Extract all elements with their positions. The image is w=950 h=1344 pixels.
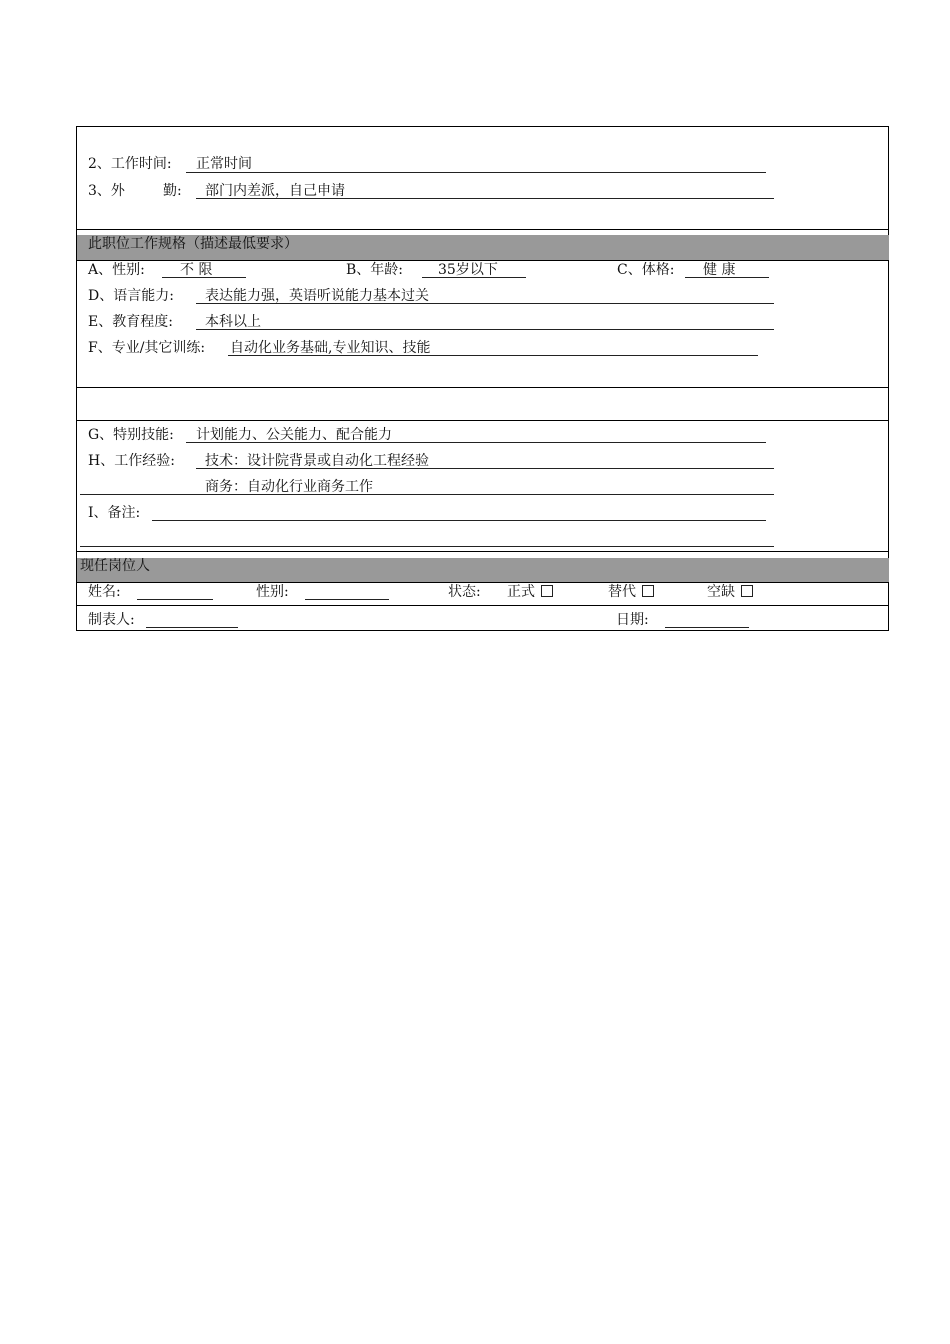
- skills-value: 计划能力、公关能力、配合能力: [196, 427, 392, 443]
- gender-label: A、性别:: [88, 262, 145, 278]
- date-label: 日期:: [616, 612, 649, 628]
- language-value: 表达能力强，英语听说能力基本过关: [205, 288, 429, 304]
- status-formal[interactable]: [507, 583, 553, 601]
- gender-underline: [162, 277, 246, 278]
- date-field[interactable]: [665, 627, 749, 628]
- language-underline: [196, 303, 774, 304]
- preparer-label: 制表人:: [88, 612, 135, 628]
- training-label: F、专业/其它训练:: [88, 340, 206, 356]
- age-value: 35岁以下: [438, 262, 498, 278]
- physique-underline: [685, 277, 769, 278]
- training-value: 自动化业务基础,专业知识、技能: [230, 340, 431, 356]
- language-label: D、语言能力:: [88, 288, 174, 304]
- experience-business-underline: [80, 494, 774, 495]
- travel-label-a: 3、外: [88, 183, 125, 199]
- status-vacant[interactable]: [707, 583, 753, 601]
- status-vacant-label: 空缺: [707, 584, 735, 600]
- preparer-field[interactable]: [146, 627, 238, 628]
- status-formal-checkbox[interactable]: [541, 585, 553, 597]
- gender-value: 不 限: [180, 262, 213, 278]
- status-substitute-label: 替代: [608, 584, 636, 600]
- education-value: 本科以上: [205, 314, 261, 330]
- name-label: 姓名:: [88, 584, 121, 600]
- spec-header: 此职位工作规格（描述最低要求）: [88, 236, 298, 252]
- incumbent-header: 现任岗位人: [80, 558, 150, 574]
- skills-underline: [186, 442, 766, 443]
- physique-label: C、体格:: [617, 262, 675, 278]
- status-substitute-checkbox[interactable]: [642, 585, 654, 597]
- name-field[interactable]: [137, 599, 213, 600]
- travel-value: 部门内差派，自己申请: [205, 183, 345, 199]
- divider: [76, 420, 889, 421]
- experience-label: H、工作经验:: [88, 453, 175, 469]
- divider: [76, 551, 889, 552]
- notes-label: I、备注:: [88, 505, 141, 521]
- experience-tech: 技术：设计院背景或自动化工程经验: [205, 453, 429, 469]
- divider: [76, 387, 889, 388]
- work-hours-underline: [186, 172, 766, 173]
- age-underline: [422, 277, 526, 278]
- age-label: B、年龄:: [346, 262, 404, 278]
- training-underline: [228, 355, 758, 356]
- travel-label-b: 勤:: [163, 183, 182, 199]
- incumbent-gender-field[interactable]: [305, 599, 389, 600]
- incumbent-header-band: [77, 558, 889, 582]
- travel-underline: [196, 198, 774, 199]
- work-hours-label: 2、工作时间:: [88, 156, 172, 172]
- education-label: E、教育程度:: [88, 314, 173, 330]
- work-hours-value: 正常时间: [196, 156, 252, 172]
- experience-business: 商务：自动化行业商务工作: [205, 479, 373, 495]
- status-vacant-checkbox[interactable]: [741, 585, 753, 597]
- notes-underline-2: [80, 546, 774, 547]
- skills-label: G、特别技能:: [88, 427, 174, 443]
- status-formal-label: 正式: [507, 584, 535, 600]
- status-substitute[interactable]: [608, 583, 654, 601]
- divider: [76, 582, 889, 583]
- form-frame: [76, 126, 889, 631]
- status-label: 状态:: [448, 584, 481, 600]
- divider: [76, 605, 889, 606]
- education-underline: [196, 329, 774, 330]
- notes-underline: [152, 520, 766, 521]
- experience-tech-underline: [196, 468, 774, 469]
- incumbent-gender-label: 性别:: [256, 584, 289, 600]
- divider: [76, 229, 889, 230]
- physique-value: 健 康: [703, 262, 736, 278]
